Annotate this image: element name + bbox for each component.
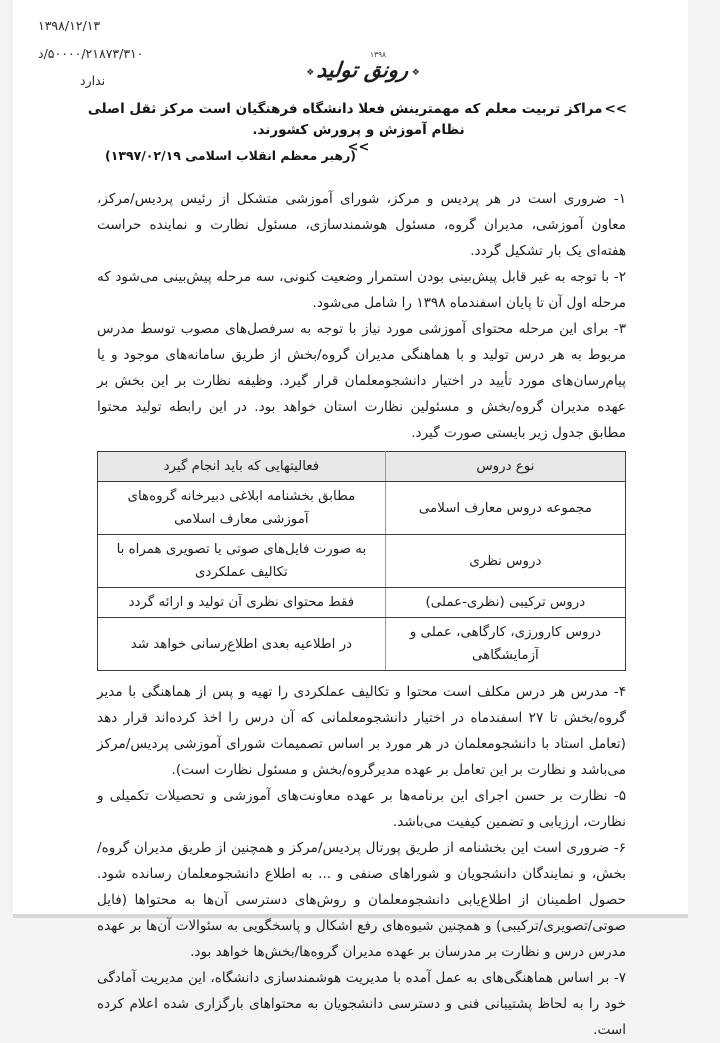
table-header-row (98, 452, 626, 482)
courses-table (97, 451, 626, 671)
quote-close-mark: << (347, 140, 370, 155)
body-paragraph-1: ۱- ضروری است در هر پردیس و مرکز، شورای آموزشی متشکل از رئیس پردیس/مرکز، معاون آموزشی، مدیران گروه، مسئول هوشمندسازی، مسئول نظارت و نماینده حراست هفته‌ای یک بار تشکیل گردد. (97, 191, 626, 259)
slogan-year: ۱۳۹۸ (369, 50, 387, 59)
activity-cell: فقط محتوای نظری آن تولید و ارائه گردد (98, 588, 386, 618)
course-type-cell: دروس نظری (385, 535, 625, 588)
table-row (98, 482, 626, 535)
activity-cell: در اطلاعیه بعدی اطلاع‌رسانی خواهد شد (98, 618, 386, 671)
quote-open-mark: << (604, 101, 628, 117)
letter-number: ۵۰۰۰۰/۲۱۸۷۳/۳۱۰/د (38, 45, 144, 61)
slogan-ornament-right-icon: ❖ (411, 67, 420, 78)
quote-attribution: (رهبر معظم انقلاب اسلامی ۱۳۹۷/۰۲/۱۹) (105, 148, 357, 163)
course-type-cell: دروس کارورزی، کارگاهی، عملی و آزمایشگاهی (385, 618, 625, 671)
body-paragraph-4: ۴- مدرس هر درس مکلف است محتوا و تکالیف عملکردی را تهیه و پس از هماهنگی با مدیر گروه/بخش تا ۲۷ اسفندماه در اختیار دانشجومعلمانی که آن درس را اخذ کرده‌اند قرار دهد (تعامل استاد با دانشجومعلمان در هر مورد بر اساس تصمیمات شورای آموزشی پردیس/مرکز می‌باشد و نظارت بر این تعامل بر عهده مدیرگروه/بخش و مسئول نظارت است). (97, 684, 626, 778)
body-paragraph-6: ۶- ضروری است این بخشنامه از طریق پورتال پردیس/مرکز و همچنین از طریق مدیران گروه/بخش، و نمایندگان دانشجویان و شوراهای صنفی و ... به اطلاع دانشجومعلمان رسانده شود. حصول اطمینان از اطلاع‌یابی دانشجومعلمان و روش‌های دسترسی آن‌ها به محتواها (فایل صوتی/تصویری/ترکیبی) و همچنین شیوه‌های رفع اشکال و پاسخگویی به سئوالات آن‌ها بر عهده مدرس درس و نظارت بر مدرسان بر عهده مدیران گروه‌ها/بخش‌ها خواهد بود. (97, 840, 626, 960)
activity-cell: به صورت فایل‌های صوتی یا تصویری همراه با تکالیف عملکردی (98, 535, 386, 588)
course-type-cell: مجموعه دروس معارف اسلامی (385, 482, 625, 535)
table-header-course-type: نوع دروس (385, 452, 625, 482)
activity-cell: مطابق بخشنامه ابلاغی دبیرخانه گروه‌های آموزشی معارف اسلامی (98, 482, 386, 535)
table-header-activities: فعالیتهایی که باید انجام گیرد (98, 452, 386, 482)
quote-text: مراکز تربیت معلم که مهمترینش فعلا دانشگاه فرهنگیان است مرکز ثقل اصلی نظام آموزش و پرورش کشورند. (87, 101, 603, 138)
body-paragraph-5: ۵- نظارت بر حسن اجرای این برنامه‌ها بر عهده معاونت‌های آموزشی و تحصیلات تکمیلی و نظارت، ارزیابی و تضمین کیفیت می‌باشد. (97, 788, 626, 830)
letterhead-meta (38, 12, 210, 95)
course-type-cell: دروس ترکیبی (نظری-عملی) (385, 588, 625, 618)
body-paragraph-2: ۲- با توجه به غیر قابل پیش‌بینی بودن استمرار وضعیت کنونی، سه مرحله پیش‌بینی می‌شود که مرحله اول آن تا پایان اسفندماه ۱۳۹۸ را شامل می‌شود. (97, 269, 626, 311)
table-row (98, 588, 626, 618)
year-slogan-emblem (278, 50, 448, 82)
table-row (98, 618, 626, 671)
leader-quote (71, 99, 646, 155)
body-paragraph-3: ۳- برای این مرحله محتوای آموزشی مورد نیاز با توجه به سرفصل‌های مصوب توسط مدرس مربوط به هر درس تولید و با هماهنگی مدیران گروه/بخش از طریق سامانه‌های موجود و یا پیام‌رسان‌های مورد تأیید در اختیار دانشجومعلمان قرار گیرد. وظیفه نظارت بر این بخش بر عهده مدیران گروه/بخش و مسئولین نظارت استان خواهد بود. در این رابطه تولید محتوا مطابق جدول زیر بایستی صورت گیرد. (97, 321, 626, 441)
letter-date: ۱۳۹۸/۱۲/۱۳ (38, 18, 101, 33)
slogan-text: رونق تولید (315, 57, 411, 82)
table-row (98, 535, 626, 588)
letter-attachment: ندارد (80, 73, 106, 88)
slogan-ornament-left-icon: ❖ (306, 67, 315, 78)
letter-page (13, 0, 688, 1038)
body-paragraph-7: ۷- بر اساس هماهنگی‌های به عمل آمده با مدیریت هوشمندسازی دانشگاه، این مدیریت آمادگی خود را به لحاظ پشتیبانی فنی و دسترسی دانشجویان به محتواهای بارگزاری شده اعلام کرده است. (97, 970, 626, 1038)
letter-body (97, 186, 626, 1043)
